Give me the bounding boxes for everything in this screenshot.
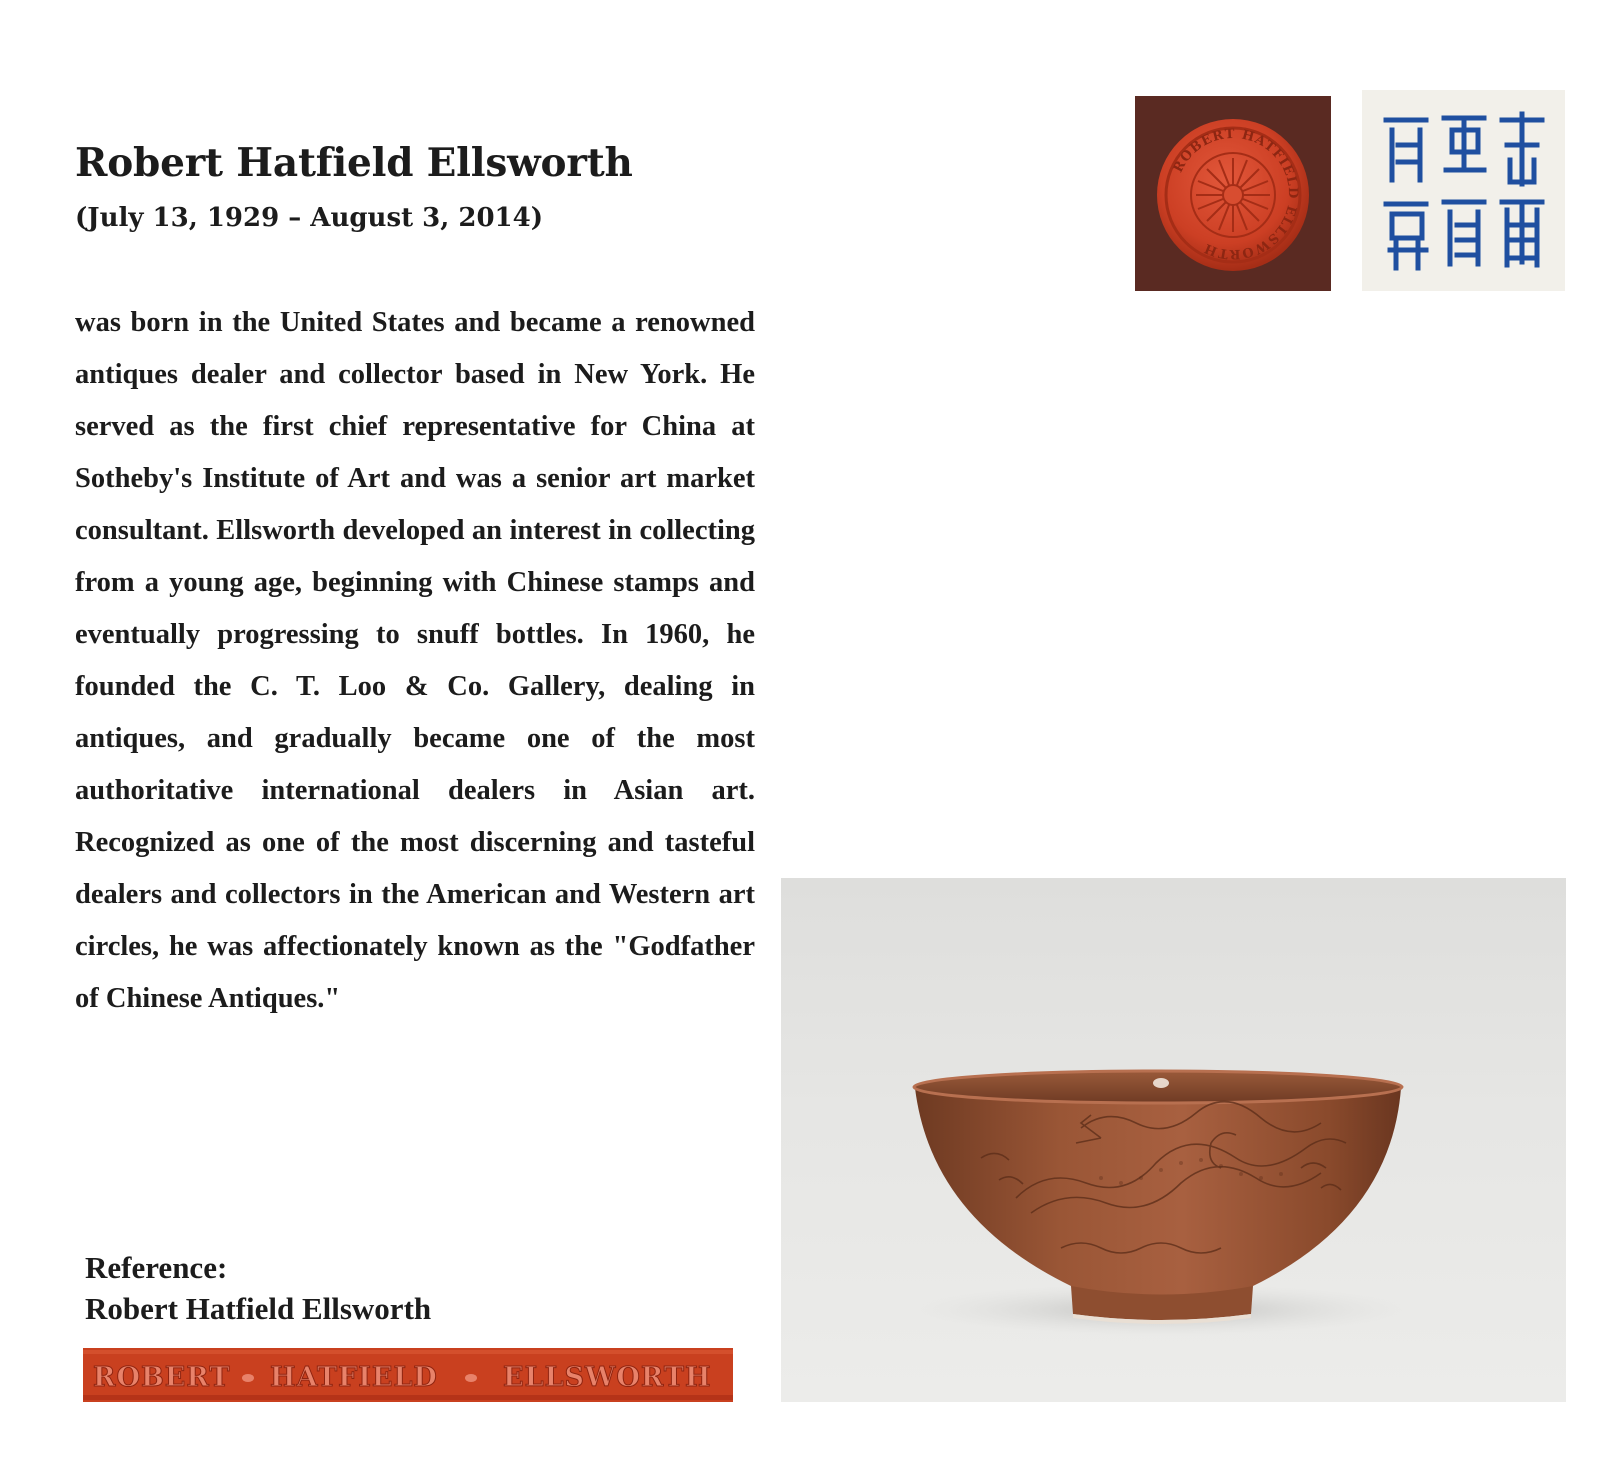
reference-block [85, 1247, 431, 1329]
strip-word-3: ELLSWORTH [503, 1362, 712, 1393]
strip-word-2: HATFIELD [270, 1362, 438, 1393]
name-seal-strip [83, 1348, 733, 1402]
biography-text: was born in the United States and became a renowned antiques dealer and collector based in New York. He served as the first chief representative for China at Sotheby's Institute of Art and was a senior art market consultant. Ellsworth developed an interest in collecting from a young age, beginning with Chinese stamps and eventually progressing to snuff bottles. In 1960, he founded the C. T. Loo & Co. Gallery, dealing in antiques, and gradually became one of the most authoritative international dealers in Asian art. Recognized as one of the most discerning and tasteful dealers and collectors in the American and Western art circles, he was affectionately known as the "Godfather of Chinese Antiques." [75, 307, 755, 1014]
reference-label: Reference: [85, 1250, 228, 1285]
reign-mark-image [1362, 90, 1565, 291]
person-name: Robert Hatfield Ellsworth [75, 140, 633, 186]
round-seal-text: ROBERT HATFIELD ELLSWORTH [1170, 126, 1301, 262]
reference-name: Robert Hatfield Ellsworth [85, 1291, 432, 1326]
strip-word-1: ROBERT [93, 1362, 231, 1393]
life-dates: (July 13, 1929 – August 3, 2014) [75, 203, 544, 233]
brown-glazed-dragon-bowl-photo [781, 878, 1566, 1402]
round-wax-seal-image [1135, 96, 1331, 291]
